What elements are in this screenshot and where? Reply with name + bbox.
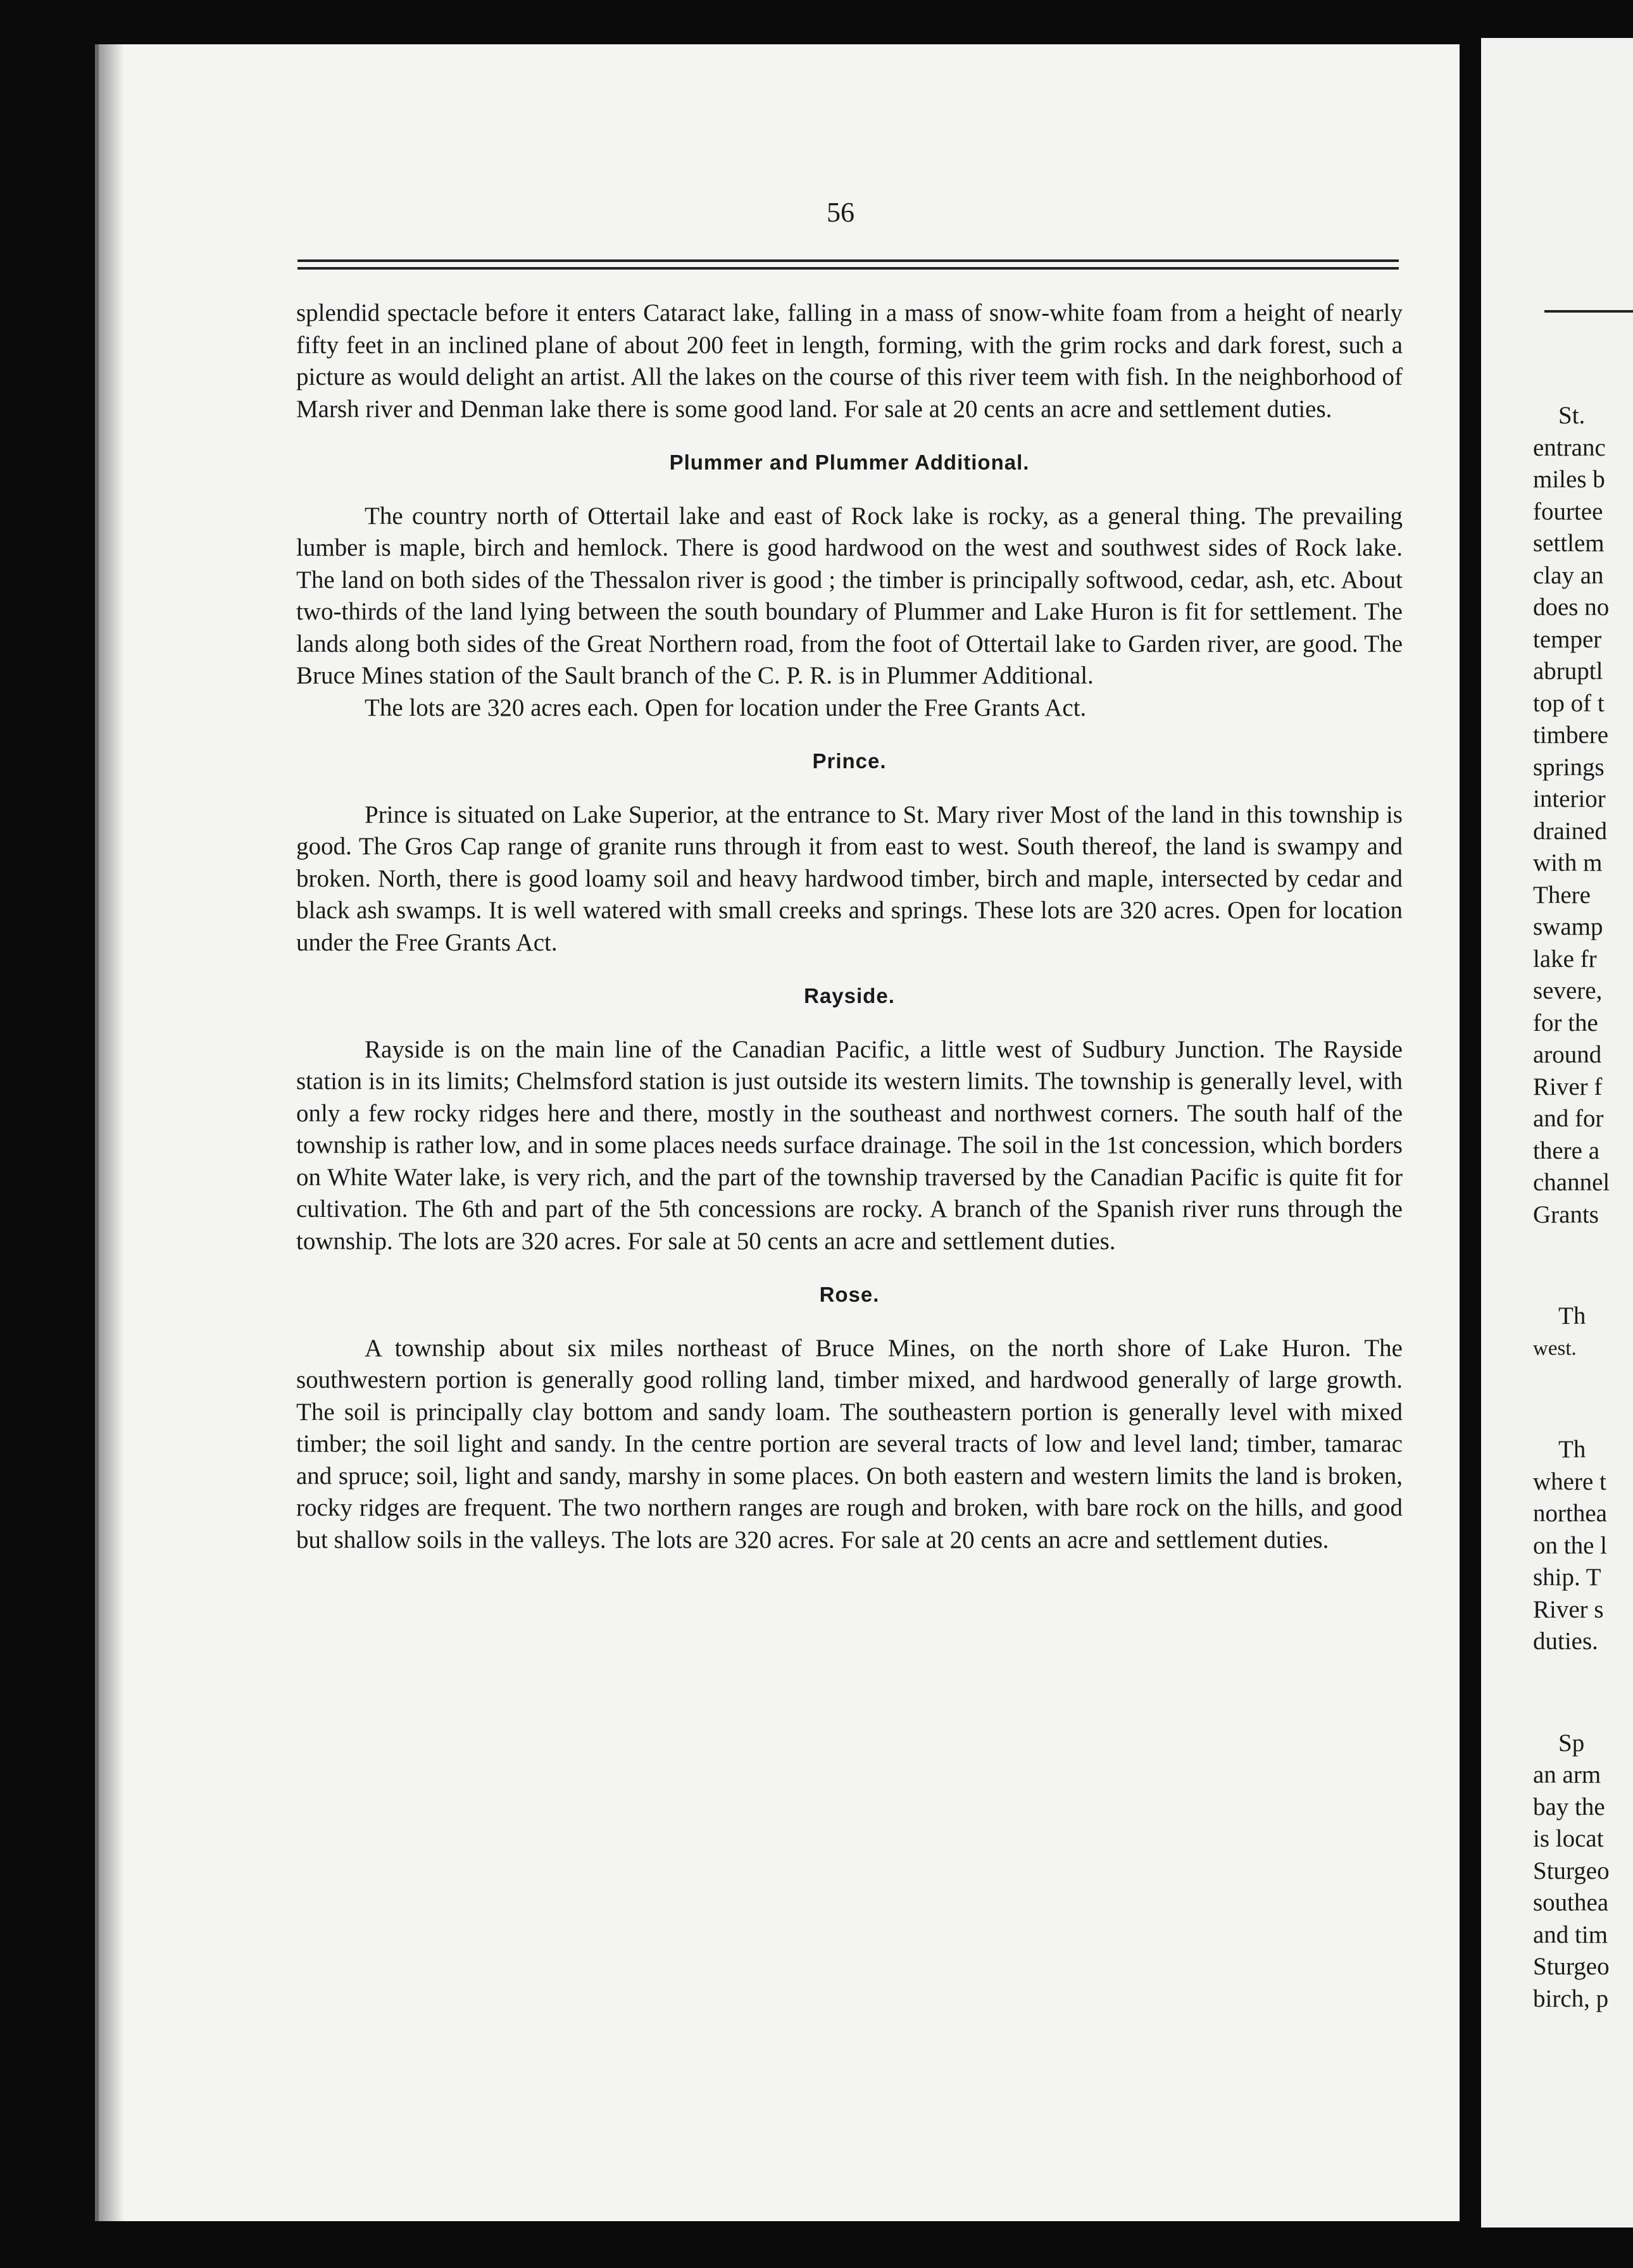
paragraph-rayside: Rayside is on the main line of the Canadian Pacific, a little west of Sudbury Junction. The Rayside station is in its limits; Chelmsford station is just outside its western limits. The township is generally level, with only a few rocky ridges here and there, mostly in the southeast and northwest corners. The south half of the township is rather low, and in some places needs surface drainage. The soil in the 1st concession, which borders on White Water lake, is very rich, and the part of the township traversed by the Canadian Pacific is quite fit for cultivation. The 6th and part of the 5th concessions are rocky. A branch of the Spanish river runs through the township. The lots are 320 acres. For sale at 50 cents an acre and settlement duties. <box>296 1035 1403 1255</box>
facing-line: St. <box>1558 402 1586 429</box>
paragraph-prince: Prince is situated on Lake Superior, at the entrance to St. Mary river Most of the land in this township is good. The Gros Cap range of granite runs through it from east to west. South thereof, the land is swampy and broken. North, there is good loamy soil and heavy hardwood timber, birch and maple, intersected by cedar and black ash swamps. It is well watered with small creeks and springs. These lots are 320 acres. Open for location under the Free Grants Act. <box>296 801 1403 956</box>
paragraph-rose: A township about six miles northeast of Bruce Mines, on the north shore of Lake Huron. The southwestern portion is generally good rolling land, timber mixed, and hardwood generally of large growth. The soil is principally clay bottom and sandy loam. The southeastern portion is generally level with mixed timber; the soil light and sandy. In the centre portion are several tracts of low and level land; timber, tamarac and spruce; soil, light and sandy, marshy in some places. On both eastern and western limits the land is broken, rocky ridges are frequent. The two northern ranges are rough and broken, with bare rock on the hills, and good but shallow soils in the valleys. The lots are 320 acres. For sale at 20 cents an acre and settlement duties. <box>296 1334 1403 1554</box>
header-rule-bottom <box>297 267 1399 270</box>
facing-line: timbere <box>1533 721 1609 749</box>
facing-line: around <box>1533 1041 1602 1068</box>
facing-line: entranc <box>1533 433 1606 461</box>
facing-line: drained <box>1533 817 1607 845</box>
facing-line: miles b <box>1533 466 1605 493</box>
facing-line: temper <box>1533 625 1602 653</box>
facing-page-rule <box>1544 310 1633 313</box>
facing-line: River s <box>1533 1595 1604 1623</box>
facing-line: for the <box>1533 1009 1598 1037</box>
facing-line: ship. T <box>1533 1564 1601 1591</box>
facing-line: channel <box>1533 1169 1610 1196</box>
facing-line: birch, p <box>1533 1984 1609 2012</box>
facing-line: and tim <box>1533 1921 1608 1948</box>
section-heading-plummer: Plummer and Plummer Additional. <box>669 451 1030 474</box>
facing-line: Sturgeo <box>1533 1953 1610 1980</box>
facing-line: does no <box>1533 594 1610 621</box>
section-heading-rose: Rose. <box>819 1283 880 1306</box>
facing-line: swamp <box>1533 913 1603 940</box>
facing-line: Sp <box>1558 1729 1585 1757</box>
paragraph-plummer-2: The lots are 320 acres each. Open for location under the Free Grants Act. <box>365 694 1087 721</box>
section-heading-prince: Prince. <box>812 749 887 773</box>
section-heading-rayside: Rayside. <box>804 984 895 1007</box>
facing-line: with m <box>1533 849 1603 876</box>
facing-line: southea <box>1533 1889 1609 1916</box>
facing-line: bay the <box>1533 1793 1605 1821</box>
facing-line: Sturgeo <box>1533 1857 1610 1885</box>
header-rule-top <box>297 259 1399 262</box>
facing-line: interior <box>1533 785 1606 813</box>
binding-shadow <box>99 44 124 2221</box>
continued-paragraph: splendid spectacle before it enters Cataract lake, falling in a mass of snow-white foam from a height of nearly fifty feet in an inclined plane of about 200 feet in length, forming, with the grim rocks and dark forest, such a picture as would delight an artist. All the lakes on the course of this river teem with fish. In the neighborhood of Marsh river and Denman lake there is some good land. For sale at 20 cents an acre and settlement duties. <box>296 299 1403 423</box>
facing-line: duties. <box>1533 1628 1598 1655</box>
page-number: 56 <box>827 197 854 228</box>
facing-line: River f <box>1533 1073 1603 1100</box>
facing-line: fourtee <box>1533 497 1603 525</box>
facing-line: and for <box>1533 1105 1604 1132</box>
facing-line: settlem <box>1533 530 1605 557</box>
facing-line: Grants <box>1533 1200 1599 1228</box>
facing-line: on the l <box>1533 1531 1607 1559</box>
facing-line: west. <box>1533 1336 1577 1360</box>
facing-line: Th <box>1558 1436 1586 1463</box>
facing-line: severe, <box>1533 977 1603 1004</box>
facing-line: Th <box>1558 1302 1586 1330</box>
facing-line: where t <box>1533 1467 1606 1495</box>
facing-line: an arm <box>1533 1761 1601 1788</box>
facing-line: top of t <box>1533 689 1605 717</box>
facing-line: lake fr <box>1533 945 1597 973</box>
facing-line: clay an <box>1533 561 1604 589</box>
facing-page-text <box>1533 400 1633 2015</box>
page-body <box>296 297 1403 1556</box>
facing-line: northea <box>1533 1500 1607 1527</box>
facing-line: There <box>1533 881 1591 909</box>
facing-line: abruptl <box>1533 657 1603 685</box>
facing-line: there a <box>1533 1137 1600 1164</box>
facing-line: springs <box>1533 753 1605 781</box>
facing-line: is locat <box>1533 1825 1604 1852</box>
facing-page-edge <box>1481 38 1633 2228</box>
paragraph-plummer-1: The country north of Ottertail lake and east of Rock lake is rocky, as a general thing. The prevailing lumber is maple, birch and hemlock. There is good hardwood on the west and southwest sides of Rock lake. The land on both sides of the Thessalon river is good ; the timber is principally softwood, cedar, ash, etc. About two-thirds of the land lying between the south boundary of Plummer and Lake Huron is fit for settlement. The lands along both sides of the Great Northern road, from the foot of Ottertail lake to Garden river, are good. The Bruce Mines station of the Sault branch of the C. P. R. is in Plummer Additional. <box>296 502 1403 689</box>
